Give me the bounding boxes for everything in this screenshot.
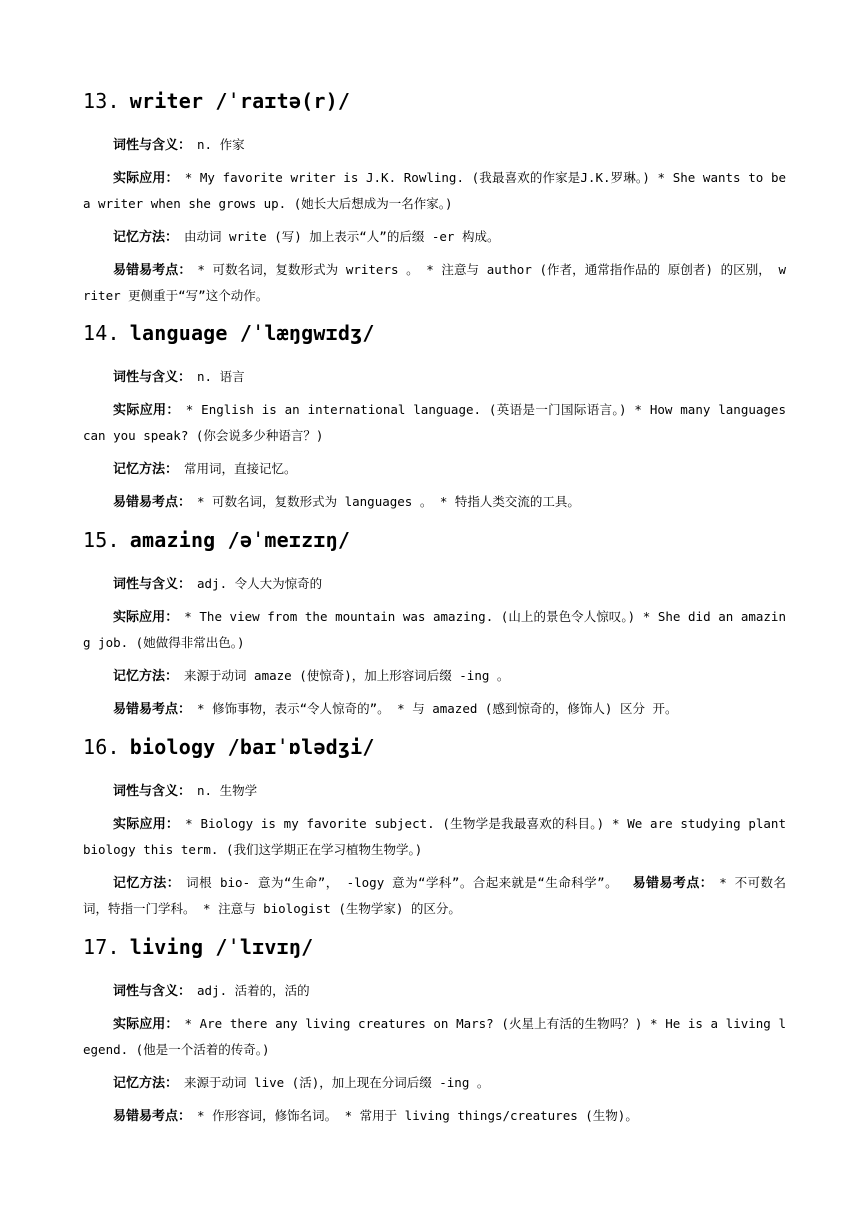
- entry-headword: language /ˈlæŋgwɪdʒ/: [129, 321, 375, 345]
- pos-label: 词性与含义：: [113, 984, 192, 999]
- entry-number: 16.: [83, 735, 120, 759]
- pitfall-row: [83, 257, 786, 309]
- entry-heading: [83, 733, 786, 761]
- memory-row: [83, 870, 786, 922]
- memory-label: 记忆方法：: [113, 669, 179, 684]
- entry-number: 17.: [83, 935, 120, 959]
- pos-text: n. 生物学: [197, 783, 258, 798]
- vocab-entry-writer: [83, 87, 786, 309]
- usage-row: [83, 397, 786, 449]
- entry-heading: [83, 933, 786, 961]
- memory-text: 词根 bio- 意为“生命”， -logy 意为“学科”。合起来就是“生命科学”。: [186, 875, 619, 890]
- memory-row: [83, 224, 786, 250]
- pos-row: [83, 978, 786, 1004]
- pitfall-text: * 作形容词，修饰名词。 * 常用于 living things/creatures (生物)。: [197, 1108, 638, 1123]
- entry-heading: [83, 319, 786, 347]
- usage-row: [83, 1011, 786, 1063]
- pitfall-row: [83, 696, 786, 722]
- memory-text: 常用词，直接记忆。: [184, 461, 297, 476]
- pos-label: 词性与含义：: [113, 138, 192, 153]
- pos-text: adj. 活着的，活的: [197, 983, 310, 998]
- pos-row: [83, 778, 786, 804]
- memory-text: 来源于动词 live (活)，加上现在分词后缀 -ing 。: [184, 1075, 490, 1090]
- usage-row: [83, 604, 786, 656]
- entry-headword: amazing /əˈmeɪzɪŋ/: [129, 528, 351, 552]
- usage-row: [83, 811, 786, 863]
- usage-label: 实际应用：: [113, 817, 180, 832]
- usage-label: 实际应用：: [113, 1017, 179, 1032]
- memory-label: 记忆方法：: [113, 1076, 179, 1091]
- memory-label: 记忆方法：: [113, 876, 181, 891]
- vocab-entry-amazing: [83, 526, 786, 722]
- memory-row: [83, 456, 786, 482]
- pitfall-text: * 不可数名词，特指一门学科。 * 注意与 biologist (生物学家) 的区分。: [83, 875, 786, 916]
- entry-headword: living /ˈlɪvɪŋ/: [129, 935, 314, 959]
- pos-text: n. 语言: [197, 369, 245, 384]
- pitfall-row: [83, 489, 786, 515]
- pos-text: n. 作家: [197, 137, 245, 152]
- pos-label: 词性与含义：: [113, 784, 192, 799]
- memory-text: 由动词 write (写) 加上表示“人”的后缀 -er 构成。: [184, 229, 500, 244]
- usage-label: 实际应用：: [113, 171, 179, 186]
- pitfall-text: * 可数名词，复数形式为 writers 。 * 注意与 author (作者，通常指作品的 原创者) 的区别， writer 更侧重于“写”这个动作。: [83, 262, 786, 303]
- pitfall-text: * 修饰事物，表示“令人惊奇的”。 * 与 amazed (感到惊奇的，修饰人) 区分 开。: [197, 701, 678, 716]
- entry-number: 13.: [83, 89, 120, 113]
- pos-row: [83, 571, 786, 597]
- vocab-entry-living: [83, 933, 786, 1129]
- pitfall-label: 易错易考点：: [113, 263, 192, 278]
- entry-heading: [83, 87, 786, 115]
- pos-label: 词性与含义：: [113, 577, 192, 592]
- pos-label: 词性与含义：: [113, 370, 192, 385]
- usage-text: * The view from the mountain was amazing. (山上的景色令人惊叹。) * She did an amazing job. (她做得非常出色。): [83, 609, 786, 650]
- entry-headword: biology /baɪˈɒlədʒi/: [129, 735, 375, 759]
- usage-text: * My favorite writer is J.K. Rowling. (我最喜欢的作家是J.K.罗琳。) * She wants to be a writer when she grows up. (她长大后想成为一名作家。): [83, 170, 786, 211]
- memory-label: 记忆方法：: [113, 230, 179, 245]
- vocab-entry-language: [83, 319, 786, 515]
- pitfall-label: 易错易考点：: [113, 702, 192, 717]
- entry-number: 14.: [83, 321, 120, 345]
- entry-number: 15.: [83, 528, 120, 552]
- pos-text: adj. 令人大为惊奇的: [197, 576, 323, 591]
- usage-text: * English is an international language. (英语是一门国际语言。) * How many languages can you speak? (你会说多少种语言？): [83, 402, 786, 443]
- usage-text: * Are there any living creatures on Mars? (火星上有活的生物吗？) * He is a living legend. (他是一个活着的传奇。): [83, 1016, 786, 1057]
- memory-row: [83, 1070, 786, 1096]
- usage-text: * Biology is my favorite subject. (生物学是我最喜欢的科目。) * We are studying plant biology this term. (我们这学期正在学习植物生物学。): [83, 816, 786, 857]
- vocab-entry-biology: [83, 733, 786, 922]
- memory-label: 记忆方法：: [113, 462, 179, 477]
- memory-row: [83, 663, 786, 689]
- pitfall-label: 易错易考点：: [632, 876, 714, 891]
- pos-row: [83, 364, 786, 390]
- pitfall-row: [83, 1103, 786, 1129]
- entry-heading: [83, 526, 786, 554]
- memory-text: 来源于动词 amaze (使惊奇)，加上形容词后缀 -ing 。: [184, 668, 510, 683]
- pitfall-label: 易错易考点：: [113, 1109, 192, 1124]
- usage-label: 实际应用：: [113, 610, 179, 625]
- pitfall-label: 易错易考点：: [113, 495, 192, 510]
- pitfall-text: * 可数名词，复数形式为 languages 。 * 特指人类交流的工具。: [197, 494, 580, 509]
- pos-row: [83, 132, 786, 158]
- usage-label: 实际应用：: [113, 403, 180, 418]
- entry-headword: writer /ˈraɪtə(r)/: [129, 89, 351, 113]
- usage-row: [83, 165, 786, 217]
